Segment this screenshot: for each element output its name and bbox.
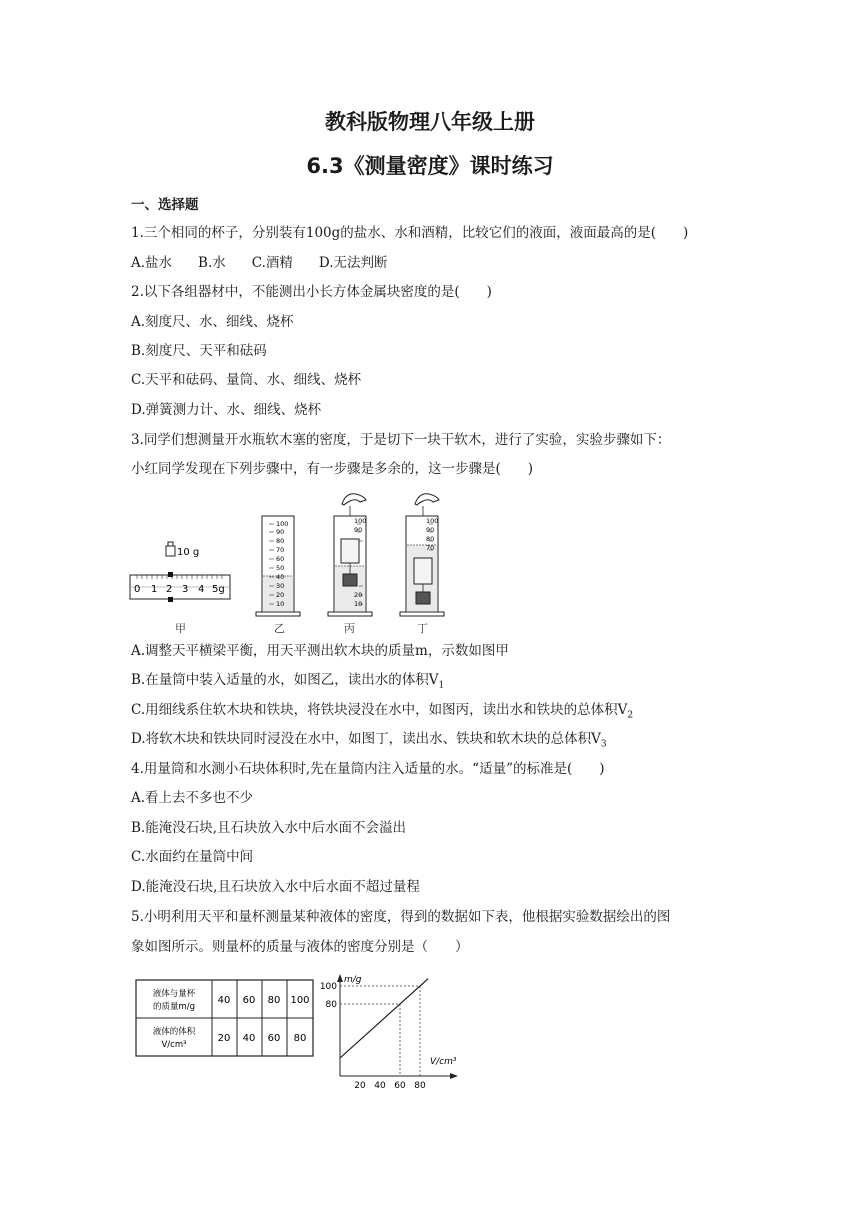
question-3-figure (128, 486, 448, 638)
table-header: V/cm³ (161, 1040, 187, 1050)
cylinder-tick: 70 (426, 544, 435, 552)
figure-label-bing: 丙 (344, 622, 355, 635)
y-axis-arrow (337, 974, 343, 982)
question-4-option-d: D.能淹没石块,且石块放入水中后水面不超过量程 (131, 879, 420, 895)
question-4-option-a: A.看上去不多也不少 (131, 790, 254, 806)
cylinder-tick: 80 (426, 535, 435, 543)
cylinder-tick: 30 (276, 582, 285, 590)
cylinder-tick: 10 (354, 600, 363, 608)
figure-ding (400, 494, 444, 616)
figure-label-ding: 丁 (417, 622, 428, 635)
question-3-option-a: A.调整天平横梁平衡，用天平测出软木块的质量m，示数如图甲 (131, 643, 509, 659)
question-3-option-c: C.用细线系住软木块和铁块，将铁块浸没在水中，如图丙，读出水和铁块的总体积$V_2$ (131, 702, 634, 721)
question-1-options (131, 254, 414, 272)
question-5-stem-2: 象如图所示。则量杯的质量与液体的密度分别是（ ） (131, 939, 469, 955)
iron-block (416, 592, 430, 604)
question-3-stem-1: 3.同学们想测量开水瓶软木塞的密度，于是切下一块干软木，进行了实验，实验步骤如下： (131, 432, 671, 448)
cylinder-tick: 20 (276, 591, 285, 599)
x-tick-label: 20 (354, 1081, 366, 1090)
figure-label-yi: 乙 (274, 622, 285, 635)
weight-knob (168, 542, 173, 546)
table-cell: 40 (217, 995, 231, 1006)
cylinder-tick: 90 (426, 526, 435, 534)
cylinder-tick: 100 (426, 517, 439, 525)
x-axis-label: V/cm³ (430, 1057, 457, 1067)
option: C.酒精 (251, 255, 293, 271)
table-header: 液体的体积 (152, 1027, 196, 1037)
question-4-stem: 4.用量筒和水测小石块体积时,先在量筒内注入适量的水。“适量”的标准是( ) (131, 761, 605, 777)
page-subtitle: 6.3《测量密度》课时练习 (306, 154, 554, 178)
y-tick-label: 80 (325, 1000, 337, 1010)
question-2-option-c: C.天平和砝码、量筒、水、细线、烧杯 (131, 372, 362, 388)
cylinder-tick: 70 (276, 546, 285, 554)
cylinder-tick: 80 (276, 537, 285, 545)
ruler-tick: 3 (182, 584, 189, 595)
question-3-stem-2: 小红同学发现在下列步骤中，有一步骤是多余的，这一步骤是( ) (131, 461, 534, 477)
option: B.水 (198, 255, 226, 271)
ruler-tick: 1 (151, 584, 158, 595)
cork-block (414, 558, 432, 584)
cylinder-tick: 100 (276, 520, 289, 528)
cylinder-tick: 50 (276, 564, 285, 572)
weight-icon (166, 546, 175, 556)
section-heading: 一、选择题 (131, 197, 199, 213)
ruler-pivot (168, 597, 173, 602)
question-2-option-b: B.刻度尺、天平和砝码 (131, 343, 267, 359)
hand-icon (415, 494, 439, 505)
y-tick-label: 100 (319, 982, 337, 992)
question-2-stem: 2.以下各组器材中，不能测出小长方体金属块密度的是( ) (131, 284, 492, 300)
question-5-table (128, 976, 318, 1060)
table-cell: 80 (293, 1033, 307, 1044)
figure-bing (328, 494, 372, 616)
figure-label-jia: 甲 (175, 622, 186, 635)
cylinder-tick: 90 (276, 528, 285, 536)
option: D.无法判断 (318, 255, 388, 271)
cylinder-tick: 10 (276, 600, 285, 608)
question-3-option-d: D.将软木块和铁块同时浸没在水中，如图丁，读出水、铁块和软木块的总体积$V_3$ (131, 731, 607, 750)
question-4-option-c: C.水面约在量筒中间 (131, 849, 254, 865)
table-cell: 40 (242, 1033, 256, 1044)
figure-jia (130, 542, 230, 602)
table-cell: 80 (267, 995, 281, 1006)
ruler-tick: 0 (134, 584, 141, 595)
question-5-chart (318, 968, 468, 1090)
table-cell: 20 (217, 1033, 231, 1044)
table-cell: 100 (290, 995, 310, 1006)
question-2-option-a: A.刻度尺、水、细线、烧杯 (131, 314, 294, 330)
cylinder-tick: 100 (354, 517, 367, 525)
question-1-stem: 1.三个相同的杯子，分别装有100g的盐水、水和酒精，比较它们的液面，液面最高的是( ) (131, 225, 689, 241)
x-tick-label: 60 (394, 1081, 406, 1090)
x-axis-arrow (450, 1073, 458, 1079)
question-5-stem-1: 5.小明利用天平和量杯测量某种液体的密度，得到的数据如下表，他根据实验数据绘出的图 (131, 909, 671, 925)
question-3-option-b: B.在量筒中装入适量的水，如图乙，读出水的体积$V_1$ (131, 672, 445, 691)
x-tick-label: 40 (374, 1081, 386, 1090)
ruler-tick: 4 (198, 584, 205, 595)
y-axis-label: m/g (344, 975, 362, 985)
table-cell: 60 (242, 995, 256, 1006)
table-header: 的质量m/g (152, 1002, 196, 1012)
option: A.盐水 (131, 255, 173, 271)
iron-block (343, 574, 357, 586)
ruler-rider (168, 572, 173, 577)
hand-icon (342, 494, 366, 505)
cork-block (341, 539, 359, 563)
series-line (340, 979, 428, 1058)
ruler-tick: 5g (212, 584, 225, 595)
cylinder-tick: 40 (276, 573, 285, 581)
weight-label: 10 g (177, 547, 200, 558)
question-4-option-b: B.能淹没石块,且石块放入水中后水面不会溢出 (131, 820, 407, 836)
cylinder-tick: 90 (354, 526, 363, 534)
cylinder-tick: 60 (276, 555, 285, 563)
question-2-option-d: D.弹簧测力计、水、细线、烧杯 (131, 402, 322, 418)
cylinder-tick: 20 (354, 591, 363, 599)
x-tick-label: 80 (414, 1081, 426, 1090)
page-title: 教科版物理八年级上册 (325, 110, 535, 134)
ruler-tick: 2 (166, 584, 173, 595)
table-cell: 60 (267, 1033, 281, 1044)
figure-yi (256, 516, 300, 616)
table-header: 液体与量杯 (152, 989, 196, 999)
